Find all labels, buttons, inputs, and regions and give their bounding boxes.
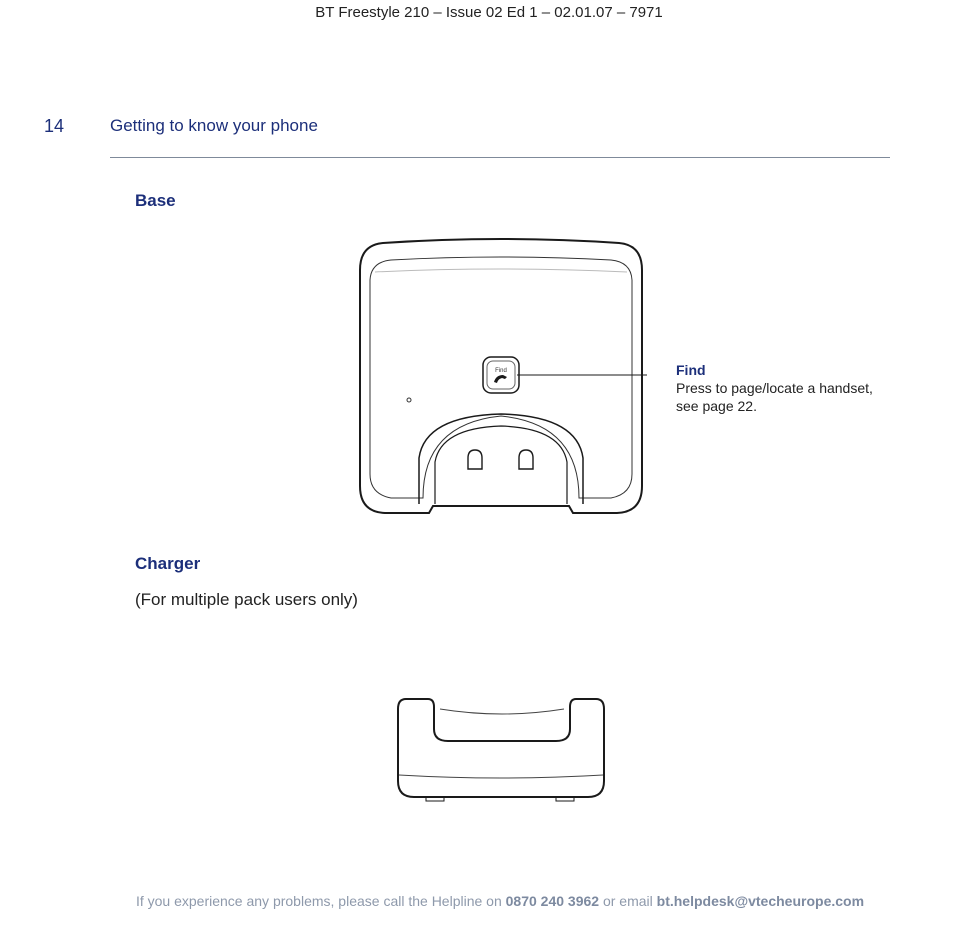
footer-email[interactable]: bt.helpdesk@vtecheurope.com [656,893,865,909]
find-button[interactable] [483,357,519,393]
find-button-label: Find [495,368,507,374]
charger-illustration [394,695,610,807]
header-divider [110,157,890,158]
document-reference: BT Freestyle 210 – Issue 02 Ed 1 – 02.01.07 – 7971 [315,4,663,21]
page-number: 14 [44,116,65,136]
footer-text-before: If you experience any problems, please call the Helpline on [135,893,502,909]
find-callout-line1: Press to page/locate a handset, [676,380,873,396]
charger-heading: Charger [135,554,201,573]
find-callout-title: Find [676,362,706,378]
footer-text-middle: or email [602,893,653,909]
helpline-footer [0,893,954,909]
find-callout-line2: see page 22. [676,398,757,414]
base-heading: Base [135,191,176,210]
base-unit-illustration [355,236,647,518]
charger-note: (For multiple pack users only) [135,590,358,609]
find-callout [676,361,873,415]
footer-phone: 0870 240 3962 [505,893,600,909]
page-title: Getting to know your phone [110,116,318,135]
